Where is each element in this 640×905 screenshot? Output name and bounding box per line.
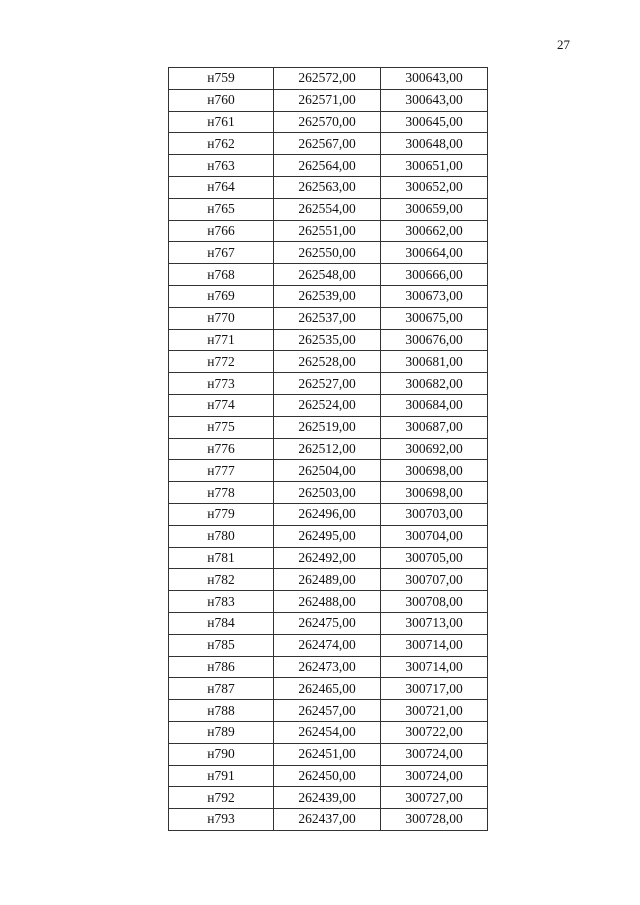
y-coordinate-cell: 300721,00 xyxy=(381,700,488,722)
y-coordinate-cell: 300651,00 xyxy=(381,155,488,177)
y-coordinate-cell: 300662,00 xyxy=(381,220,488,242)
y-coordinate-cell: 300698,00 xyxy=(381,460,488,482)
y-coordinate-cell: 300666,00 xyxy=(381,264,488,286)
y-coordinate-cell: 300722,00 xyxy=(381,721,488,743)
x-coordinate-cell: 262572,00 xyxy=(274,68,381,90)
x-coordinate-cell: 262454,00 xyxy=(274,721,381,743)
table-row xyxy=(169,438,488,460)
table-row xyxy=(169,155,488,177)
table-row xyxy=(169,525,488,547)
table-row xyxy=(169,809,488,831)
y-coordinate-cell: 300681,00 xyxy=(381,351,488,373)
x-coordinate-cell: 262527,00 xyxy=(274,373,381,395)
y-coordinate-cell: 300659,00 xyxy=(381,198,488,220)
table-row xyxy=(169,176,488,198)
point-id-cell: н770 xyxy=(169,307,274,329)
y-coordinate-cell: 300684,00 xyxy=(381,394,488,416)
point-id-cell: н767 xyxy=(169,242,274,264)
table-row xyxy=(169,307,488,329)
table-row xyxy=(169,329,488,351)
x-coordinate-cell: 262474,00 xyxy=(274,634,381,656)
point-id-cell: н788 xyxy=(169,700,274,722)
table-row xyxy=(169,111,488,133)
point-id-cell: н768 xyxy=(169,264,274,286)
x-coordinate-cell: 262564,00 xyxy=(274,155,381,177)
point-id-cell: н775 xyxy=(169,416,274,438)
table-row xyxy=(169,285,488,307)
y-coordinate-cell: 300643,00 xyxy=(381,89,488,111)
x-coordinate-cell: 262567,00 xyxy=(274,133,381,155)
point-id-cell: н780 xyxy=(169,525,274,547)
x-coordinate-cell: 262489,00 xyxy=(274,569,381,591)
y-coordinate-cell: 300728,00 xyxy=(381,809,488,831)
x-coordinate-cell: 262465,00 xyxy=(274,678,381,700)
x-coordinate-cell: 262519,00 xyxy=(274,416,381,438)
x-coordinate-cell: 262457,00 xyxy=(274,700,381,722)
x-coordinate-cell: 262492,00 xyxy=(274,547,381,569)
x-coordinate-cell: 262496,00 xyxy=(274,503,381,525)
y-coordinate-cell: 300673,00 xyxy=(381,285,488,307)
y-coordinate-cell: 300687,00 xyxy=(381,416,488,438)
point-id-cell: н782 xyxy=(169,569,274,591)
x-coordinate-cell: 262570,00 xyxy=(274,111,381,133)
x-coordinate-cell: 262548,00 xyxy=(274,264,381,286)
table-row xyxy=(169,612,488,634)
x-coordinate-cell: 262535,00 xyxy=(274,329,381,351)
table-row xyxy=(169,133,488,155)
y-coordinate-cell: 300682,00 xyxy=(381,373,488,395)
x-coordinate-cell: 262512,00 xyxy=(274,438,381,460)
table-row xyxy=(169,460,488,482)
point-id-cell: н793 xyxy=(169,809,274,831)
point-id-cell: н784 xyxy=(169,612,274,634)
y-coordinate-cell: 300645,00 xyxy=(381,111,488,133)
table-row xyxy=(169,264,488,286)
table-row xyxy=(169,678,488,700)
y-coordinate-cell: 300703,00 xyxy=(381,503,488,525)
point-id-cell: н761 xyxy=(169,111,274,133)
coordinates-table xyxy=(168,67,488,831)
x-coordinate-cell: 262528,00 xyxy=(274,351,381,373)
table-row xyxy=(169,656,488,678)
y-coordinate-cell: 300648,00 xyxy=(381,133,488,155)
table-row xyxy=(169,591,488,613)
point-id-cell: н774 xyxy=(169,394,274,416)
x-coordinate-cell: 262571,00 xyxy=(274,89,381,111)
x-coordinate-cell: 262554,00 xyxy=(274,198,381,220)
y-coordinate-cell: 300676,00 xyxy=(381,329,488,351)
table-row xyxy=(169,503,488,525)
point-id-cell: н771 xyxy=(169,329,274,351)
table-row xyxy=(169,394,488,416)
point-id-cell: н778 xyxy=(169,482,274,504)
y-coordinate-cell: 300652,00 xyxy=(381,176,488,198)
point-id-cell: н760 xyxy=(169,89,274,111)
point-id-cell: н786 xyxy=(169,656,274,678)
y-coordinate-cell: 300724,00 xyxy=(381,765,488,787)
table-row xyxy=(169,89,488,111)
coordinates-table-body xyxy=(169,68,488,831)
y-coordinate-cell: 300704,00 xyxy=(381,525,488,547)
point-id-cell: н766 xyxy=(169,220,274,242)
y-coordinate-cell: 300664,00 xyxy=(381,242,488,264)
y-coordinate-cell: 300713,00 xyxy=(381,612,488,634)
table-row xyxy=(169,569,488,591)
x-coordinate-cell: 262550,00 xyxy=(274,242,381,264)
point-id-cell: н772 xyxy=(169,351,274,373)
x-coordinate-cell: 262451,00 xyxy=(274,743,381,765)
x-coordinate-cell: 262524,00 xyxy=(274,394,381,416)
x-coordinate-cell: 262475,00 xyxy=(274,612,381,634)
x-coordinate-cell: 262537,00 xyxy=(274,307,381,329)
point-id-cell: н769 xyxy=(169,285,274,307)
point-id-cell: н787 xyxy=(169,678,274,700)
table-row xyxy=(169,721,488,743)
y-coordinate-cell: 300698,00 xyxy=(381,482,488,504)
table-row xyxy=(169,634,488,656)
point-id-cell: н776 xyxy=(169,438,274,460)
point-id-cell: н764 xyxy=(169,176,274,198)
table-row xyxy=(169,700,488,722)
y-coordinate-cell: 300724,00 xyxy=(381,743,488,765)
table-row xyxy=(169,68,488,90)
point-id-cell: н781 xyxy=(169,547,274,569)
point-id-cell: н777 xyxy=(169,460,274,482)
table-row xyxy=(169,351,488,373)
x-coordinate-cell: 262488,00 xyxy=(274,591,381,613)
table-row xyxy=(169,416,488,438)
point-id-cell: н792 xyxy=(169,787,274,809)
x-coordinate-cell: 262503,00 xyxy=(274,482,381,504)
table-row xyxy=(169,787,488,809)
x-coordinate-cell: 262473,00 xyxy=(274,656,381,678)
point-id-cell: н773 xyxy=(169,373,274,395)
table-row xyxy=(169,743,488,765)
point-id-cell: н765 xyxy=(169,198,274,220)
point-id-cell: н790 xyxy=(169,743,274,765)
y-coordinate-cell: 300727,00 xyxy=(381,787,488,809)
y-coordinate-cell: 300708,00 xyxy=(381,591,488,613)
table-row xyxy=(169,373,488,395)
point-id-cell: н779 xyxy=(169,503,274,525)
y-coordinate-cell: 300705,00 xyxy=(381,547,488,569)
x-coordinate-cell: 262439,00 xyxy=(274,787,381,809)
point-id-cell: н785 xyxy=(169,634,274,656)
y-coordinate-cell: 300643,00 xyxy=(381,68,488,90)
point-id-cell: н783 xyxy=(169,591,274,613)
y-coordinate-cell: 300714,00 xyxy=(381,634,488,656)
x-coordinate-cell: 262539,00 xyxy=(274,285,381,307)
x-coordinate-cell: 262450,00 xyxy=(274,765,381,787)
table-row xyxy=(169,547,488,569)
table-row xyxy=(169,198,488,220)
y-coordinate-cell: 300714,00 xyxy=(381,656,488,678)
x-coordinate-cell: 262551,00 xyxy=(274,220,381,242)
y-coordinate-cell: 300675,00 xyxy=(381,307,488,329)
point-id-cell: н789 xyxy=(169,721,274,743)
x-coordinate-cell: 262504,00 xyxy=(274,460,381,482)
y-coordinate-cell: 300692,00 xyxy=(381,438,488,460)
x-coordinate-cell: 262495,00 xyxy=(274,525,381,547)
point-id-cell: н791 xyxy=(169,765,274,787)
table-row xyxy=(169,765,488,787)
x-coordinate-cell: 262437,00 xyxy=(274,809,381,831)
y-coordinate-cell: 300707,00 xyxy=(381,569,488,591)
table-row xyxy=(169,220,488,242)
y-coordinate-cell: 300717,00 xyxy=(381,678,488,700)
point-id-cell: н759 xyxy=(169,68,274,90)
page-number: 27 xyxy=(557,37,570,52)
point-id-cell: н763 xyxy=(169,155,274,177)
table-row xyxy=(169,482,488,504)
table-row xyxy=(169,242,488,264)
point-id-cell: н762 xyxy=(169,133,274,155)
x-coordinate-cell: 262563,00 xyxy=(274,176,381,198)
